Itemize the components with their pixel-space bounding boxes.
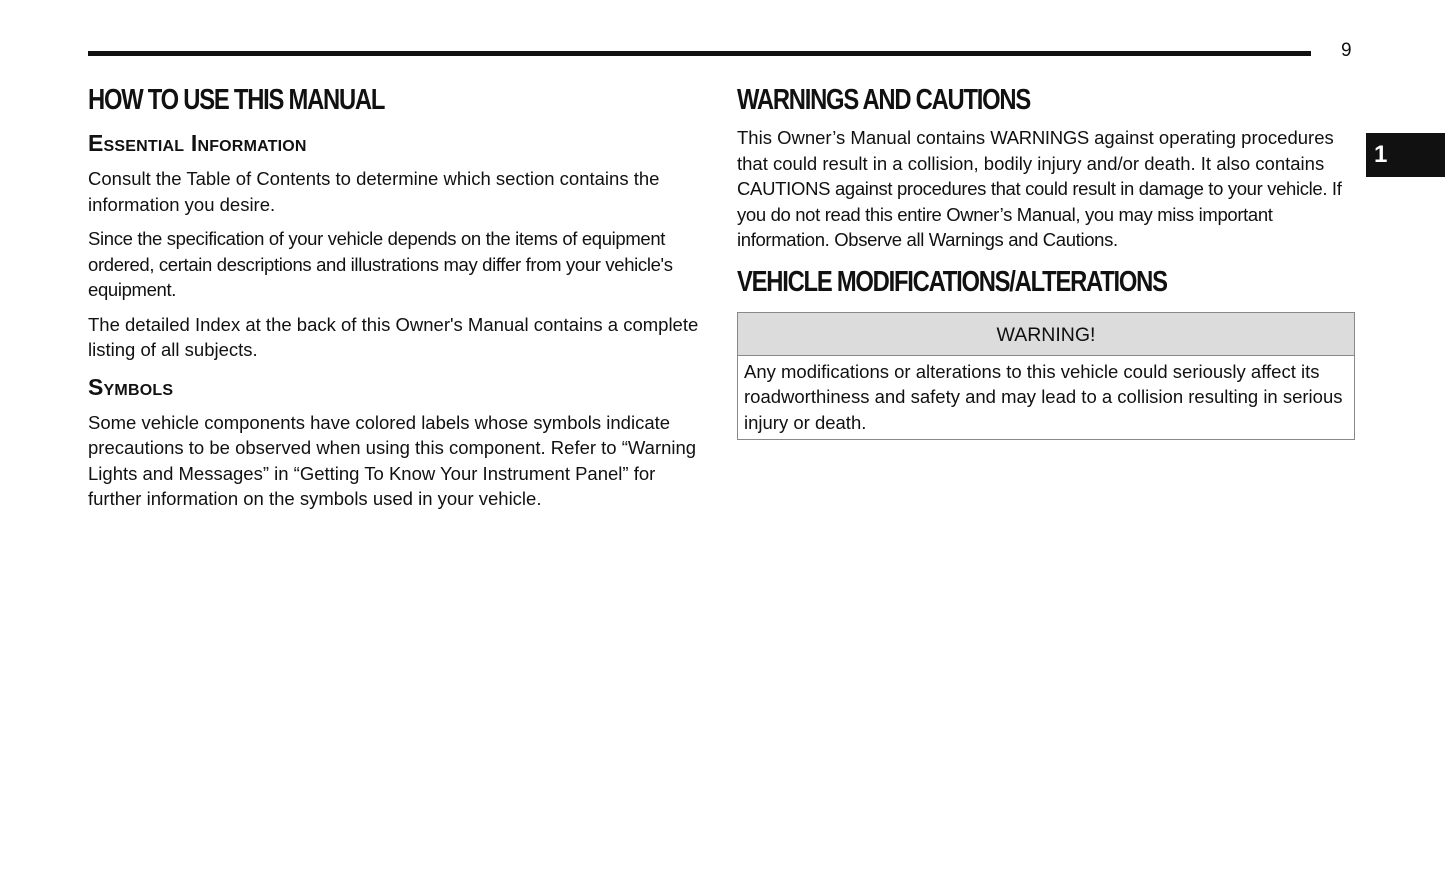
- warnings-text-part3: against procedures that could result in damage to your vehicle. If you do not read this entire Owner’s Manual, you may miss important information. Observe all Warnings and Cautions.: [737, 178, 1342, 250]
- chapter-tab[interactable]: 1: [1366, 133, 1445, 177]
- warnings-cautions-title: WARNINGS AND CAUTIONS: [737, 84, 1030, 116]
- warnings-paragraph: [737, 125, 1357, 253]
- essential-paragraph-2: Since the specification of your vehicle depends on the items of equipment ordered, certain descriptions and illustrations may differ from your vehicle's equipment.: [88, 228, 673, 300]
- how-to-use-title: HOW TO USE THIS MANUAL: [88, 84, 385, 116]
- essential-information-heading: Essential Information: [88, 130, 307, 156]
- essential-paragraph-3: The detailed Index at the back of this Owner's Manual contains a complete listing of all subjects.: [88, 313, 699, 360]
- essential-paragraph-1: Consult the Table of Contents to determine which section contains the information you desire.: [88, 168, 660, 215]
- warnings-text-part1: This Owner’s Manual contains: [737, 127, 991, 148]
- warnings-word: WARNINGS: [990, 127, 1089, 148]
- warnings-text-part2: against operating procedures that could result in a collision, bodily injury and/or death. It also contains: [737, 127, 1334, 174]
- symbols-paragraph: Some vehicle components have colored labels whose symbols indicate precautions to be observed when using this component. Refer to “Warning Lights and Messages” in “Getting To Know Your Instrument Panel” for further information on the symbols used in your vehicle.: [88, 411, 697, 509]
- warning-box: [737, 312, 1355, 441]
- left-column: [88, 80, 706, 521]
- vehicle-modifications-title: VEHICLE MODIFICATIONS/ALTERATIONS: [737, 265, 1167, 298]
- page-number: 9: [1341, 40, 1352, 61]
- warning-box-header: WARNING!: [738, 313, 1354, 356]
- right-column: [737, 80, 1357, 440]
- cautions-word: CAUTIONS: [737, 178, 831, 199]
- symbols-heading: Symbols: [88, 373, 174, 400]
- warning-box-body: Any modifications or alterations to this vehicle could seriously affect its roadworthiness and safety and may lead to a collision resulting in serious injury or death.: [744, 360, 1343, 433]
- header-rule: [88, 51, 1311, 56]
